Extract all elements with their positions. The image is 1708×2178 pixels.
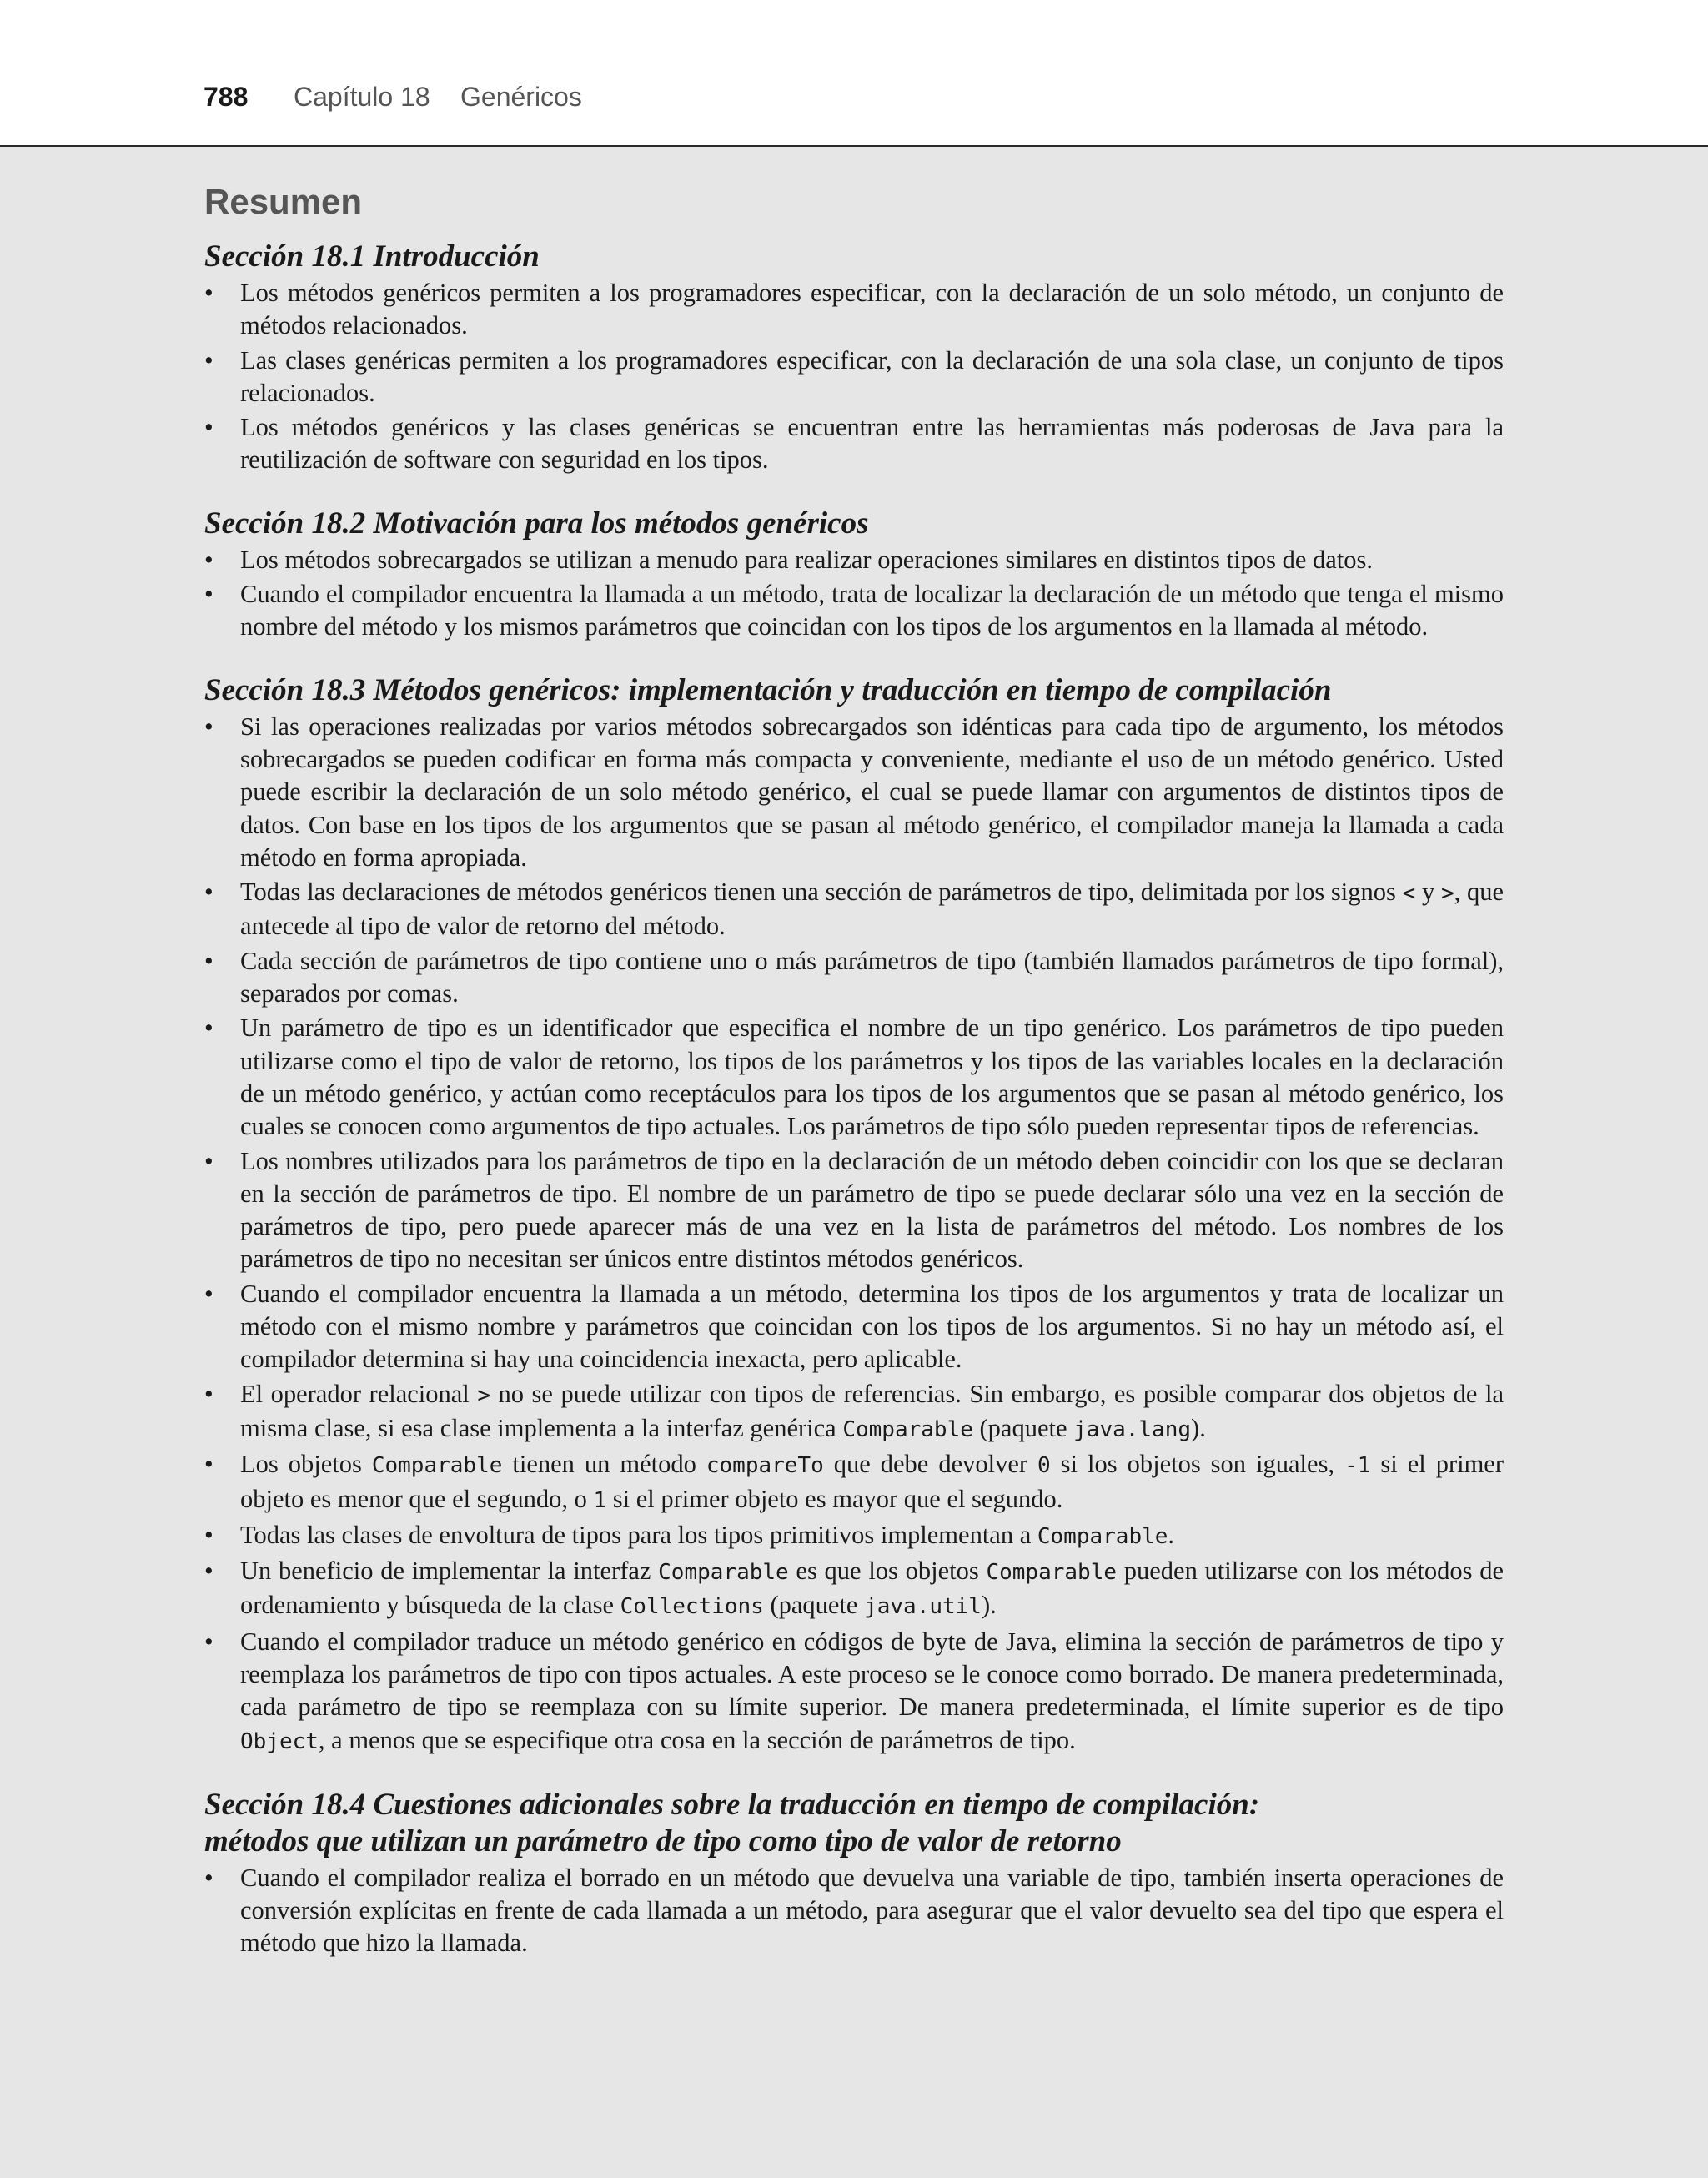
bullet-icon: •	[204, 279, 214, 307]
section-title	[204, 506, 1504, 542]
inline-code: 0	[1037, 1453, 1051, 1479]
list-item: • Las clases genéricas permiten a los programadores especificar, con la declaración de una sola clase, un conjunto de tipos relacionados.	[204, 345, 1504, 407]
bullet-icon: •	[204, 1146, 214, 1175]
list-item: • Un parámetro de tipo es un identificador que especifica el nombre de un tipo genérico. Los parámetros de tipo pueden utilizarse como el tipo de valor de retorno, los tipos de los parámetros y los tipos de las variables locales en la declaración de un método genérico, y actúan como receptáculos para los tipos de los argumentos que se pasan al método genérico, los cuales se conocen como argumentos de tipo actuales. Los parámetros de tipo sólo pueden representar tipos de referencias.	[204, 1014, 1504, 1141]
list-item: • Todas las declaraciones de métodos genéricos tienen una sección de parámetros de tipo, delimitada por los signos < y >, que antecede al tipo de valor de retorno del método.	[204, 878, 1505, 941]
section-title	[204, 1787, 1504, 1860]
inline-code: Collections	[620, 1594, 764, 1620]
summary-content	[204, 180, 1504, 1989]
section-18-2	[204, 506, 1504, 644]
chapter-title: Genéricos	[460, 82, 582, 112]
bullet-icon: •	[204, 712, 214, 741]
section-18-3	[204, 672, 1504, 1758]
bullet-list	[204, 544, 1504, 644]
section-title-line: Sección 18.2 Motivación para los métodos genéricos	[204, 506, 869, 541]
section-18-4	[204, 1787, 1504, 1960]
bullet-icon: •	[204, 1379, 214, 1408]
summary-box	[0, 147, 1708, 2178]
list-item: • Los métodos sobrecargados se utilizan a menudo para realizar operaciones similares en distintos tipos de datos.	[204, 544, 1504, 576]
list-item: • Cada sección de parámetros de tipo contiene uno o más parámetros de tipo (también llamados parámetros de tipo formal), separados por comas.	[204, 946, 1504, 1009]
section-title-line: Sección 18.3 Métodos genéricos: implementación y traducción en tiempo de compilación	[204, 672, 1332, 707]
bullet-list	[204, 1862, 1504, 1960]
list-item: • Un beneficio de implementar la interfaz Comparable es que los objetos Comparable pueden utilizarse con los métodos de ordenamiento y búsqueda de la clase Collections (paquete java.util).	[204, 1557, 1504, 1620]
chapter-label: Capítulo 18	[294, 82, 430, 112]
section-title-line-2: métodos que utilizan un parámetro de tipo como tipo de valor de retorno	[204, 1823, 1122, 1859]
list-item: • Cuando el compilador realiza el borrado en un método que devuelva una variable de tipo, también inserta operaciones de conversión explícitas en frente de cada llamada a un método, para asegurar que el valor devuelto sea del tipo que espera el método que hizo la llamada.	[204, 1863, 1504, 1958]
inline-code: <	[1402, 881, 1416, 907]
list-item: • El operador relacional > no se puede utilizar con tipos de referencias. Sin embargo, es posible comparar dos objetos de la misma clase, si esa clase implementa a la interfaz genérica Comparable (paquete java.lang).	[204, 1379, 1504, 1442]
bullet-list	[204, 277, 1504, 477]
bullet-icon: •	[204, 580, 214, 609]
summary-title: Resumen	[204, 182, 363, 221]
bullet-list	[204, 711, 1504, 1758]
bullet-icon: •	[204, 946, 214, 975]
inline-code: Comparable	[658, 1560, 789, 1586]
bullet-icon: •	[204, 878, 214, 907]
inline-code: Comparable	[371, 1453, 503, 1479]
bullet-icon: •	[204, 1014, 214, 1043]
bullet-icon: •	[204, 1627, 214, 1656]
inline-code: java.util	[864, 1594, 982, 1620]
inline-code: Object	[240, 1728, 319, 1754]
inline-code: Comparable	[986, 1560, 1118, 1586]
list-item: • Los métodos genéricos permiten a los programadores especificar, con la declaración de un solo método, un conjunto de métodos relacionados.	[204, 279, 1504, 340]
section-title-line: Sección 18.1 Introducción	[204, 239, 540, 274]
section-title-line: Sección 18.4 Cuestiones adicionales sobre la traducción en tiempo de compilación:	[204, 1787, 1260, 1822]
page-header	[0, 0, 1708, 147]
inline-code: 1	[593, 1487, 607, 1513]
bullet-icon: •	[204, 413, 214, 442]
bullet-icon: •	[204, 1450, 214, 1479]
inline-code: Comparable	[842, 1416, 973, 1442]
bullet-icon: •	[204, 1863, 214, 1892]
list-item: • Los métodos genéricos y las clases genéricas se encuentran entre las herramientas más poderosas de Java para la reutilización de software con seguridad en los tipos.	[204, 413, 1504, 475]
section-18-1	[204, 239, 1504, 477]
inline-code: Comparable	[1037, 1523, 1168, 1549]
list-item: • Los objetos Comparable tienen un método compareTo que debe devolver 0 si los objetos son iguales, -1 si el primer objeto es menor que el segundo, o 1 si el primer objeto es mayor que el segundo.	[204, 1450, 1504, 1513]
list-item: • Cuando el compilador encuentra la llamada a un método, determina los tipos de los argumentos y trata de localizar un método con el mismo nombre y parámetros que coincidan con los tipos de los argumentos. Si no hay un método así, el compilador determina si hay una coincidencia inexacta, pero aplicable.	[204, 1279, 1504, 1374]
page-number: 788	[203, 82, 249, 112]
bullet-icon: •	[204, 1557, 214, 1586]
list-item: • Cuando el compilador encuentra la llamada a un método, trata de localizar la declaración de un método que tenga el mismo nombre del método y los mismos parámetros que coincidan con los tipos de los argumentos en la llamada al método.	[204, 580, 1504, 641]
list-item: • Todas las clases de envoltura de tipos para los tipos primitivos implementan a Comparable.	[204, 1519, 1504, 1553]
inline-code: -1	[1344, 1453, 1371, 1479]
list-item: • Cuando el compilador traduce un método genérico en códigos de byte de Java, elimina la sección de parámetros de tipo y reemplaza los parámetros de tipo con tipos actuales. A este proceso se le conoce como borrado. De manera predeterminada, cada parámetro de tipo se reemplaza con su límite superior. De manera predeterminada, el límite superior es de tipo Object, a menos que se especifique otra cosa en la sección de parámetros de tipo.	[204, 1627, 1504, 1754]
bullet-icon: •	[204, 545, 214, 574]
bullet-icon: •	[204, 1520, 214, 1549]
inline-code: java.lang	[1073, 1416, 1192, 1442]
inline-code: compareTo	[706, 1453, 824, 1479]
bullet-icon: •	[204, 1279, 214, 1308]
bullet-icon: •	[204, 345, 214, 375]
list-item: • Los nombres utilizados para los parámetros de tipo en la declaración de un método deben coincidir con los que se declaran en la sección de parámetros de tipo. El nombre de un parámetro de tipo se puede declarar sólo una vez en la sección de parámetros de tipo, pero puede aparecer más de una vez en la lista de parámetros del método. Los nombres de los parámetros de tipo no necesitan ser únicos entre distintos métodos genéricos.	[204, 1146, 1504, 1274]
section-title	[204, 672, 1504, 709]
inline-code: >	[1440, 881, 1454, 907]
inline-code: >	[477, 1382, 490, 1408]
section-title	[204, 239, 1504, 275]
list-item: • Si las operaciones realizadas por varios métodos sobrecargados son idénticas para cada tipo de argumento, los métodos sobrecargados se pueden codificar en forma más compacta y conveniente, mediante el uso de un método genérico. Usted puede escribir la declaración de un solo método genérico, el cual se puede llamar con argumentos de distintos tipos de datos. Con base en los tipos de los argumentos que se pasan al método genérico, el compilador maneja la llamada a cada método en forma apropiada.	[204, 712, 1504, 872]
